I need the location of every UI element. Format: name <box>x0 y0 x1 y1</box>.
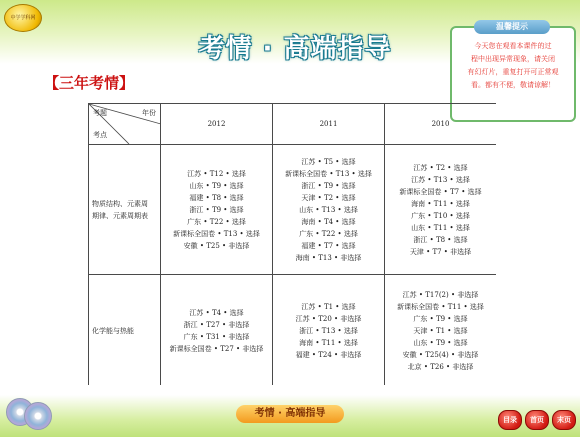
exam-entry: 江苏 • T17(2) • 非选择 <box>402 290 479 299</box>
exam-entry: 新课标全国卷 • T7 • 选择 <box>399 187 482 196</box>
exam-entry: 新课标全国卷 • T13 • 选择 <box>285 169 372 178</box>
exam-entry: 广东 • T9 • 选择 <box>413 314 468 323</box>
footer-title: 考情 · 高端指导 <box>236 405 344 423</box>
exam-entry: 海南 • T11 • 选择 <box>299 338 358 347</box>
exam-entry: 山东 • T11 • 选择 <box>411 223 470 232</box>
exam-entry: 浙江 • T27 • 非选择 <box>183 320 250 329</box>
exam-entry: 江苏 • T4 • 选择 <box>189 308 244 317</box>
exam-entry: 广东 • T22 • 选择 <box>299 229 358 238</box>
year-header: 2011 <box>273 104 385 145</box>
table-row <box>89 145 497 275</box>
exam-entry: 天津 • T7 • 非选择 <box>409 247 472 256</box>
cell-2010 <box>385 145 497 275</box>
exam-entry: 江苏 • T12 • 选择 <box>187 169 246 178</box>
table-header-row <box>89 104 497 145</box>
exam-entry: 江苏 • T1 • 选择 <box>301 302 356 311</box>
cell-2010 <box>385 275 497 386</box>
exam-entry: 福建 • T8 • 选择 <box>189 193 244 202</box>
exam-entry: 天津 • T1 • 选择 <box>413 326 468 335</box>
exam-entry: 福建 • T7 • 选择 <box>301 241 356 250</box>
corner-label-exam: 考题 <box>93 109 107 117</box>
exam-entry: 新课标全国卷 • T13 • 选择 <box>173 229 260 238</box>
topic-line: 化学能与热能 <box>92 326 134 335</box>
cell-2011 <box>273 145 385 275</box>
cell-2011 <box>273 275 385 386</box>
nav-home-button[interactable]: 首页 <box>525 410 549 430</box>
logo <box>4 4 42 32</box>
topic-cell <box>89 145 161 275</box>
exam-entry: 浙江 • T9 • 选择 <box>189 205 244 214</box>
nav-contents-button[interactable]: 目录 <box>498 410 522 430</box>
exam-entry: 福建 • T24 • 非选择 <box>295 350 362 359</box>
exam-entry: 浙江 • T8 • 选择 <box>413 235 468 244</box>
exam-entry: 海南 • T4 • 选择 <box>301 217 356 226</box>
exam-entry: 北京 • T26 • 非选择 <box>407 362 474 371</box>
topic-cell <box>89 275 161 386</box>
table-row <box>89 275 497 386</box>
exam-entry: 安徽 • T25(4) • 非选择 <box>402 350 479 359</box>
cd-disc-icon <box>24 402 52 430</box>
exam-entry: 江苏 • T2 • 选择 <box>413 163 468 172</box>
exam-entry: 山东 • T9 • 选择 <box>189 181 244 190</box>
exam-entry: 新课标全国卷 • T27 • 非选择 <box>169 344 264 353</box>
exam-entry: 广东 • T31 • 非选择 <box>183 332 250 341</box>
corner-label-topic: 考点 <box>93 131 107 139</box>
tip-line: 有幻灯片，重复打开可正常观 <box>467 68 559 76</box>
exam-entry: 山东 • T9 • 选择 <box>413 338 468 347</box>
year-header: 2010 <box>385 104 497 145</box>
tip-line: 今天您在观看本课件的过 <box>474 42 552 50</box>
exam-entry: 江苏 • T13 • 选择 <box>411 175 470 184</box>
exam-table-wrap <box>88 103 496 385</box>
cell-2012 <box>161 275 273 386</box>
nav-end-button[interactable]: 末页 <box>552 410 576 430</box>
exam-entry: 新课标全国卷 • T11 • 选择 <box>397 302 484 311</box>
section-heading: 【三年考情】 <box>44 74 135 92</box>
exam-entry: 广东 • T22 • 选择 <box>187 217 246 226</box>
exam-table <box>88 103 496 385</box>
topic-line: 期律、元素周期表 <box>92 211 148 220</box>
corner-cell <box>89 104 161 145</box>
tip-heading: 温馨提示 <box>474 20 550 34</box>
exam-entry: 海南 • T11 • 选择 <box>411 199 470 208</box>
exam-entry: 安徽 • T25 • 非选择 <box>183 241 250 250</box>
exam-entry: 广东 • T10 • 选择 <box>411 211 470 220</box>
exam-entry: 江苏 • T20 • 非选择 <box>295 314 362 323</box>
topic-line: 物质结构、元素周 <box>92 199 148 208</box>
page-title: 考情 · 高端指导 <box>198 34 392 64</box>
exam-entry: 江苏 • T5 • 选择 <box>301 157 356 166</box>
tip-line: 看。都有不便，敬请谅解！ <box>471 81 555 89</box>
exam-entry: 浙江 • T13 • 选择 <box>299 326 358 335</box>
year-header: 2012 <box>161 104 273 145</box>
corner-label-year: 年份 <box>142 109 156 117</box>
exam-entry: 天津 • T2 • 选择 <box>301 193 356 202</box>
logo-text: 中学学科网 <box>10 15 36 21</box>
exam-entry: 浙江 • T9 • 选择 <box>301 181 356 190</box>
tip-line: 程中出现异常现象，请关闭 <box>471 55 555 63</box>
exam-entry: 海南 • T13 • 非选择 <box>295 253 362 262</box>
tip-text <box>458 40 568 92</box>
exam-entry: 山东 • T13 • 选择 <box>299 205 358 214</box>
cell-2012 <box>161 145 273 275</box>
